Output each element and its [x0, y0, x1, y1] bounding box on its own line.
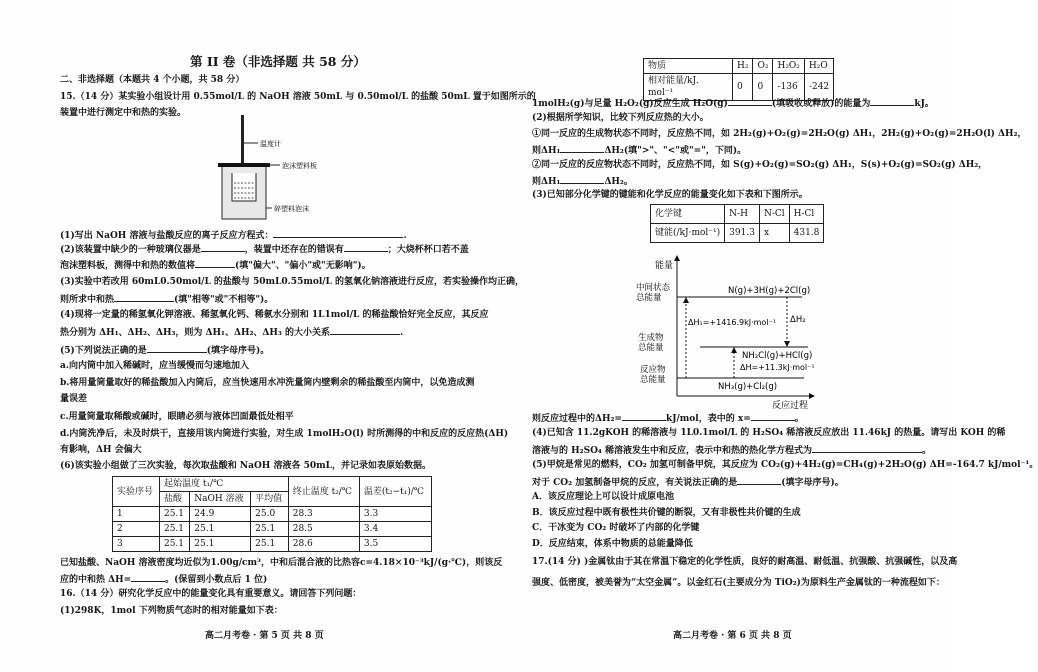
prod-label: 生成物: [638, 333, 664, 343]
option-c: c.用量筒量取稀酸或碱时，眼睛必须与液体凹面最低处相平: [60, 412, 294, 422]
text: (填吸收或释放)的能量为: [771, 99, 871, 109]
part-title: 第 II 卷（非选择题 共 58 分）: [190, 54, 366, 69]
answer-blank[interactable]: [114, 291, 174, 302]
q16-stem: 16.（14 分）研究化学反应中的能量变化具有重要意义。请回答下列问题：: [60, 589, 362, 599]
q15-2-text-c: ；大烧杯杯口若不盖: [387, 245, 469, 255]
q16-3: (3)已知部分化学键的键能和化学反应的能量变化如下表和下图所示。: [532, 190, 808, 200]
q16-2: (2)根据所学知识，比较下列反应热的大小。: [532, 113, 709, 123]
option-B: B．该反应过程中既有极性共价键的断裂，又有非极性共价键的生成: [532, 508, 801, 518]
cell: 3.3: [359, 507, 431, 522]
text: 。: [794, 414, 804, 424]
calorimeter-figure: [210, 113, 380, 223]
q16-2-2: ②同一反应的反应物状态不同时，反应热不同，如 S(g)+O₂(g)=SO₂(g) ΔH₁，S(s)+O₂(g)=SO₂(g) ΔH₂，: [532, 160, 988, 170]
q15-4: (4)现将一定量的稀氢氧化钾溶液、稀氢氧化钙、稀氨水分别和 1L1mol/L 的稀盐酸恰好完全反应，其反应: [60, 310, 489, 320]
cell: 1: [113, 507, 160, 522]
q16-1-question: [532, 95, 934, 111]
cell: 25.1: [190, 522, 251, 537]
reactant-species: NH₃(g)+Cl₂(g): [718, 382, 778, 392]
th-naoh: NaOH 溶液: [190, 492, 251, 507]
q16-2-1: ①同一反应的生成物状态不同时，反应热不同，如 2H₂(g)+O₂(g)=2H₂O(g) ΔH₁，2H₂(g)+O₂(g)=2H₂O(l) ΔH₂，: [532, 129, 1027, 139]
answer-blank[interactable]: [195, 257, 235, 268]
text: kJ/mol，表中的 x=: [665, 414, 751, 424]
cell: 0: [733, 74, 753, 101]
q15-3-text-b: 则所求中和热: [60, 295, 115, 305]
th-end: 终止温度 t₂/℃: [288, 477, 359, 507]
answer-blank[interactable]: [273, 227, 403, 238]
text: 。: [922, 446, 932, 456]
text: ΔH₂。: [604, 177, 633, 187]
text: (填字母序号)。: [781, 478, 844, 488]
text: kJ。: [914, 99, 934, 109]
text: 则ΔH₁: [532, 146, 561, 156]
cell: H₂O: [804, 59, 833, 74]
cell: 25.1: [251, 537, 289, 552]
table-row: [113, 522, 432, 537]
q15-3-cont: [60, 291, 273, 307]
cell: 28.3: [288, 507, 359, 522]
cell: -136: [773, 74, 804, 101]
text: 则ΔH₁: [532, 177, 561, 187]
q16-2-2-ans: [532, 173, 633, 189]
known-data: 已知盐酸、NaOH 溶液密度均近似为1.00g/cm³，中和后混合液的比热容c=4.18×10⁻³kJ/(g·℃)，则该反: [60, 558, 503, 568]
th-no: 实验序号: [113, 477, 160, 507]
q15-2: [60, 241, 469, 257]
top-species: N(g)+3H(g)+2Cl(g): [728, 286, 811, 296]
page-footer-right: 高二月考卷 · 第 6 页 共 8 页: [673, 631, 792, 641]
cell: 2: [113, 522, 160, 537]
cell: 25.1: [190, 537, 251, 552]
option-A: A．该反应理论上可以设计成原电池: [532, 492, 674, 502]
dh1-label: ΔH₁=+1416.9kJ·mol⁻¹: [688, 318, 776, 327]
q15-1: (1)写出 NaOH 溶液与盐酸反应的离子反应方程式： .: [60, 227, 407, 243]
cell: H₂: [733, 59, 753, 74]
q15-3: (3)实验中若改用 60mL0.50mol/L 的盐酸与 50mL0.55mol/L 的氢氧化钠溶液进行反应，若实验操作均正确，: [60, 277, 525, 287]
cell: 25.1: [251, 522, 289, 537]
react-label-2: 总能量: [640, 375, 666, 385]
mid-label: 中间状态: [636, 283, 671, 293]
cell: 3.4: [359, 522, 431, 537]
cell: 3.5: [359, 537, 431, 552]
table-row: [113, 507, 432, 522]
text: 则反应过程中的ΔH₂=: [532, 414, 622, 424]
page-footer-left: 高二月考卷 · 第 5 页 共 8 页: [205, 631, 324, 641]
answer-blank[interactable]: [330, 324, 400, 335]
q17-stem: 17.(14 分) )金属钛由于其在常温下稳定的化学性质，良好的耐高温、耐低温、抗强酸、抗强碱性，以及高: [532, 557, 958, 567]
cell: H₂O₂: [773, 59, 804, 74]
cell: 28.6: [288, 537, 359, 552]
answer-blank[interactable]: [751, 410, 795, 421]
cell: 相对能量/kJ．mol⁻¹: [644, 74, 733, 101]
cell: 25.1: [159, 522, 189, 537]
product-species: NH₂Cl(g)+HCl(g): [742, 351, 813, 361]
q16-5-cont: [532, 474, 844, 490]
q16-4-cont: [532, 442, 931, 458]
th-diff: 温差(t₂−t₁)/℃: [359, 477, 431, 507]
q15-2-text-e: (填"偏大"、"偏小"或"无影响")。: [235, 261, 371, 271]
q15-2-text-d: 泡沫塑料板，测得中和热的数值将: [60, 261, 196, 271]
text: 1molH₂(g)与足量 H₂O₂(g)反应生成 H₂O(g): [532, 99, 728, 109]
q15-5: [60, 342, 269, 358]
answer-blank[interactable]: [737, 474, 781, 485]
option-b: b.将用量筒量取好的稀盐酸加入内筒后，应当快速用水冲洗量筒内壁剩余的稀盐酸至内筒中，以免造成测: [60, 378, 475, 388]
text: ΔH₂(填">"、"<"或"="，下同)。: [604, 146, 747, 156]
y-axis-label: 能量: [655, 261, 674, 271]
cell: 431.8: [789, 224, 824, 243]
cell: 0: [753, 74, 773, 101]
prod-label-2: 总能量: [638, 343, 664, 353]
cell: 25.1: [159, 537, 189, 552]
q16-1: (1)298K，1mol 下列物质气态时的相对能量如下表：: [60, 606, 283, 616]
cell: x: [759, 224, 789, 243]
cell: 28.5: [288, 522, 359, 537]
answer-blank[interactable]: [622, 410, 666, 421]
answer-blank[interactable]: [870, 95, 914, 106]
cell: 键能(/kJ·mol⁻¹): [651, 224, 725, 243]
q15-stem-2: 装置中进行测定中和热的实验。: [60, 108, 187, 118]
option-b-cont: 量误差: [60, 394, 88, 404]
cell: 化学键: [651, 205, 725, 224]
q15-2-text: (2)该装置中缺少的一种玻璃仪器是: [60, 245, 201, 255]
label-foam: 碎塑料泡沫: [274, 205, 309, 213]
answer-blank[interactable]: [560, 173, 604, 184]
section-heading: 二、非选择题（本题共 4 个小题，共 58 分）: [60, 75, 245, 85]
mid-label-2: 总能量: [636, 293, 662, 303]
answer-blank[interactable]: [560, 142, 604, 153]
q16-5: (5)甲烷是常见的燃料，CO₂ 加氢可制备甲烷，其反应为 CO₂(g)+4H₂(g)=CH₄(g)+2H₂O(g) ΔH=-164.7 kJ/mol⁻¹。: [532, 460, 1038, 470]
x-axis-label: 反应过程: [772, 401, 809, 411]
experiment-data-table: [112, 476, 432, 552]
q15-1-text: (1)写出 NaOH 溶液与盐酸反应的离子反应方程式：: [60, 231, 274, 241]
dh2-label: ΔH₂: [790, 315, 806, 325]
q15-5-text-b: (填字母序号)。: [206, 346, 270, 356]
option-D: D．反应结束，体系中物质的总能量降低: [532, 539, 693, 549]
cell: N-H: [725, 205, 760, 224]
bond-energy-table: [650, 204, 824, 243]
label-board: 泡沫塑料板: [282, 162, 317, 170]
answer-blank[interactable]: [131, 571, 165, 582]
option-a: a.向内筒中加入稀碱时，应当缓慢而匀速地加入: [60, 361, 249, 371]
th-avg: 平均值: [251, 492, 289, 507]
q15-3-text-c: (填"相等"或"不相等")。: [174, 295, 274, 305]
energy-diagram: [600, 250, 840, 410]
answer-blank[interactable]: [147, 342, 207, 353]
cell: -242: [804, 74, 833, 101]
answer-blank[interactable]: [344, 241, 388, 252]
react-label: 反应物: [640, 365, 666, 375]
q15-6: (6)该实验小组做了三次实验，每次取盐酸和 NaOH 溶液各 50mL，并记录如表原始数据。: [60, 461, 431, 471]
cell: O₂: [753, 59, 773, 74]
cell: 3: [113, 537, 160, 552]
cell: 25.1: [159, 507, 189, 522]
q17-stem-2: 强度、低密度，被美誉为“太空金属”。以金红石(主要成分为 TiO₂)为原料生产金属钛的一种流程如下：: [532, 578, 945, 588]
foam-board-shape: [218, 163, 270, 167]
option-C: C．干冰变为 CO₂ 时破坏了内部的化学键: [532, 523, 700, 533]
dh-note: 。(保留到小数点后 1 位): [165, 575, 268, 585]
cell: 391.3: [725, 224, 760, 243]
q16-3-ans: [532, 410, 804, 426]
dh-label: 应的中和热 ΔH=: [60, 575, 132, 585]
text: 对于 CO₂ 加氢制备甲烷的反应，有关说法正确的是: [532, 478, 738, 488]
th-start: 起始温度 t₁/℃: [159, 477, 288, 492]
cell: N-Cl: [759, 205, 789, 224]
known-data-cont: [60, 571, 267, 587]
q15-2-text-b: ，装置中还存在的错误有: [244, 245, 344, 255]
cell: 物质: [644, 59, 733, 74]
th-hcl: 盐酸: [159, 492, 189, 507]
q15-stem: 15.（14 分）某实验小组设计用 0.55mol/L 的 NaOH 溶液 50mL 与 0.50mol/L 的盐酸 50mL 置于如图所示的: [60, 92, 536, 102]
q15-4-cont: 热分别为 ΔH₁、ΔH₂、ΔH₃，则为 ΔH₁、ΔH₂、ΔH₃ 的大小关系 .: [60, 324, 403, 340]
table-row: [113, 537, 432, 552]
thermometer-shape: [241, 115, 244, 170]
answer-blank[interactable]: [728, 95, 772, 106]
option-d: d.内筒洗净后，未及时烘干，直接用该内筒进行实验，对生成 1molH₂O(l) 时所测得的中和反应的反应热(ΔH): [60, 429, 509, 439]
answer-blank[interactable]: [201, 241, 245, 252]
dh-label: ΔH=+11.3kJ·mol⁻¹: [740, 363, 815, 372]
q15-5-text: (5)下列说法正确的是: [60, 346, 147, 356]
text: 溶液与的 H₂SO₄ 稀溶液发生中和反应，表示中和热的热化学方程式为: [532, 446, 812, 456]
option-d-cont: 有影响，ΔH 会偏大: [60, 445, 142, 455]
cell: H-Cl: [789, 205, 824, 224]
cell: 24.9: [190, 507, 251, 522]
label-thermometer: 温度计: [260, 140, 281, 148]
answer-blank[interactable]: [812, 442, 922, 453]
cell: 25.0: [251, 507, 289, 522]
q15-4-text-b: 热分别为 ΔH₁、ΔH₂、ΔH₃，则为 ΔH₁、ΔH₂、ΔH₃ 的大小关系: [60, 328, 330, 338]
q16-2-1-ans: [532, 142, 746, 158]
q15-2-cont: [60, 257, 371, 273]
q16-4: (4)已知含 11.2gKOH 的稀溶液与 1L0.1mol/L 的 H₂SO₄ 稀溶液反应放出 11.46kJ 的热量。请写出 KOH 的稀: [532, 428, 1006, 438]
